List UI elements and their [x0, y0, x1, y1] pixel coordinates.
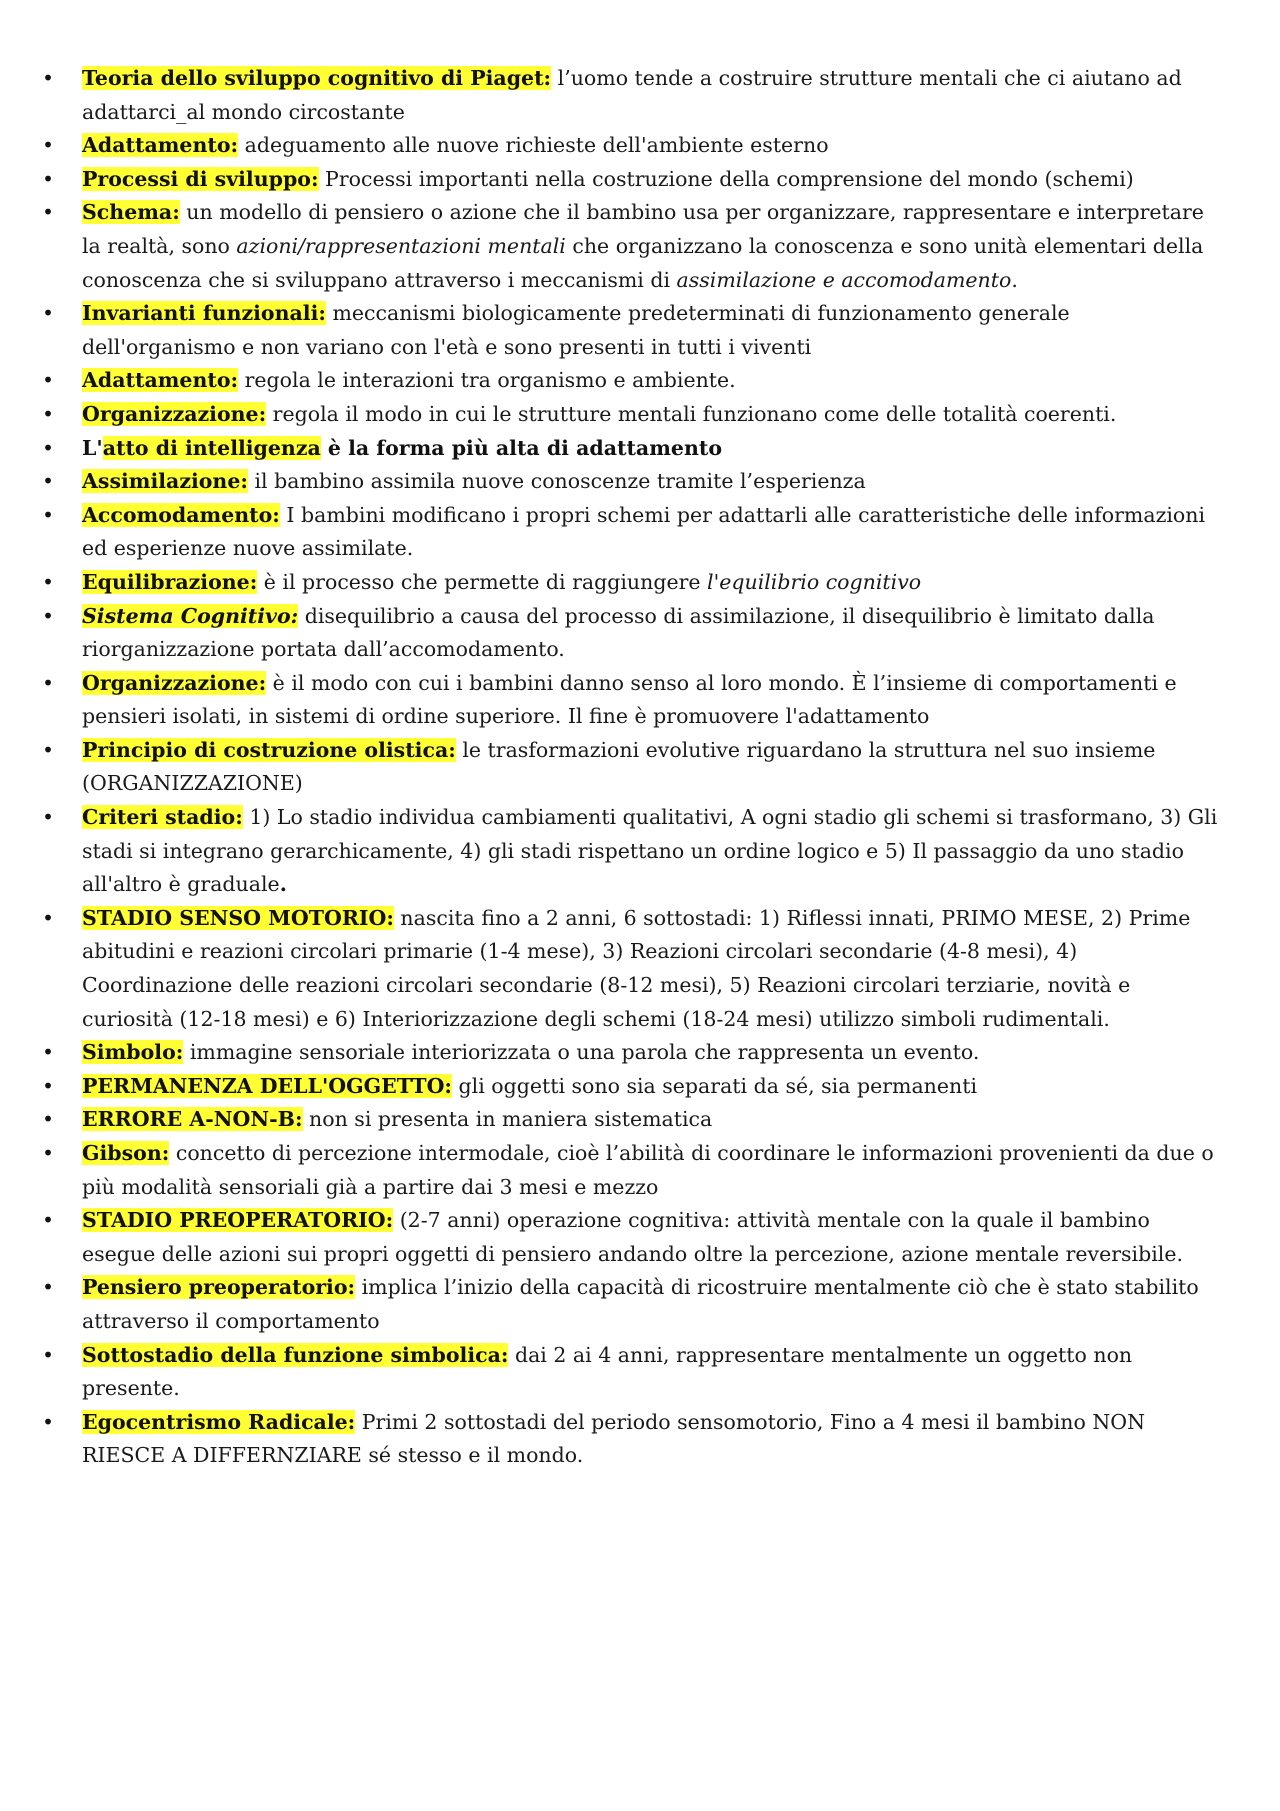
bullet-icon: • [42, 66, 54, 90]
term-highlight: Sistema Cognitivo: [82, 603, 299, 628]
bullet-icon: • [42, 469, 54, 494]
term-highlight: Schema: [82, 200, 180, 225]
list-item [42, 398, 1222, 432]
bullet-icon: • [42, 1409, 54, 1434]
bullet-icon: • [42, 200, 54, 225]
item-description: Processi importanti nella costruzione della comprensione del mondo (schemi) [318, 166, 1134, 191]
term-highlight: Organizzazione: [82, 401, 267, 426]
list-item [42, 1204, 1222, 1271]
list-item [42, 432, 1222, 466]
item-description: Primi 2 sottostadi del periodo sensomotorio, Fino a 4 mesi il bambino NON RIESCE A DIFFERNZIARE sé stesso e il mondo. [82, 1409, 1146, 1468]
list-item [42, 465, 1222, 499]
item-description: regola il modo in cui le strutture mentali funzionano come delle totalità coerenti. [266, 401, 1117, 426]
bullet-icon: • [42, 805, 54, 830]
list-item [42, 129, 1222, 163]
list-item [42, 902, 1222, 1036]
term-highlight: Gibson: [82, 1141, 170, 1165]
list-item [42, 1339, 1222, 1406]
item-description: un modello di pensiero o azione che il bambino usa per organizzare, rappresentare e interpretare la realtà, sono azioni/rappresentazioni mentali che organizzano la conoscenza e sono unità elementari della conoscenza che si sviluppano attraverso i meccanismi di assimilazione e accomodamento. [82, 200, 1204, 292]
list-item [42, 297, 1222, 364]
bullet-icon: • [42, 301, 54, 326]
list-item [42, 163, 1222, 197]
term-highlight: STADIO PREOPERATORIO: [82, 1208, 394, 1233]
bullet-icon: • [42, 670, 54, 695]
bullet-icon: • [42, 737, 54, 762]
bullet-icon: • [42, 435, 54, 460]
term-highlight: ERRORE A-NON-B: [82, 1107, 303, 1132]
item-description: è la forma più alta di adattamento [320, 435, 722, 460]
item-description: regola le interazioni tra organismo e ambiente. [238, 368, 736, 393]
list-item [42, 566, 1222, 600]
item-description: adeguamento alle nuove richieste dell'ambiente esterno [238, 133, 829, 158]
item-description: disequilibrio a causa del processo di assimilazione, il disequilibrio è limitato dalla riorganizzazione portata dall’accomodamento. [82, 603, 1155, 662]
item-description: implica l’inizio della capacità di ricostruire mentalmente ciò che è stato stabilito attraverso il comportamento [82, 1275, 1199, 1333]
term-highlight: Simbolo: [82, 1040, 184, 1065]
bullet-icon: • [42, 1141, 54, 1165]
bullet-icon: • [42, 1342, 54, 1367]
item-description: 1) Lo stadio individua cambiamenti qualitativi, A ogni stadio gli schemi si trasformano, 3) Gli stadi si integrano gerarchicamente, 4) gli stadi rispettano un ordine logico e 5) Il passaggio da uno stadio all'altro è graduale. [82, 805, 1218, 897]
list-item [42, 1070, 1222, 1104]
term-highlight: PERMANENZA DELL'OGGETTO: [82, 1073, 452, 1098]
item-description: le trasformazioni evolutive riguardano la struttura nel suo insieme (ORGANIZZAZIONE) [82, 737, 1156, 796]
notes-list [42, 62, 1222, 1473]
list-item [42, 499, 1222, 566]
bullet-icon: • [42, 401, 54, 426]
list-item [42, 1103, 1222, 1137]
term-prefix: L' [82, 435, 103, 460]
bullet-icon: • [42, 368, 54, 393]
term-highlight: Accomodamento: [82, 502, 280, 527]
term-highlight: Adattamento: [82, 368, 239, 393]
item-description: nascita fino a 2 anni, 6 sottostadi: 1) Riflessi innati, PRIMO MESE, 2) Prime abitudini e reazioni circolari primarie (1-4 mese), 3) Reazioni circolari secondarie (4-8 mesi), 4) Coordinazione delle reazioni circolari secondarie (8-12 mesi), 5) Reazioni circolari terziarie, novità e curiosità (12-18 mesi) e 6) Interiorizzazione degli schemi (18-24 mesi) utilizzo simboli rudimentali. [82, 905, 1191, 1031]
bullet-icon: • [42, 1208, 54, 1233]
item-description: gli oggetti sono sia separati da sé, sia permanenti [452, 1073, 978, 1098]
list-item [42, 196, 1222, 297]
term-highlight: Principio di costruzione olistica: [82, 737, 456, 762]
item-description: meccanismi biologicamente predeterminati di funzionamento generale dell'organismo e non variano con l'età e sono presenti in tutti i viventi [82, 301, 1070, 359]
item-description: dai 2 ai 4 anni, rappresentare mentalmente un oggetto non presente. [82, 1342, 1133, 1401]
list-item [42, 1406, 1222, 1473]
list-item [42, 801, 1222, 902]
item-description: è il processo che permette di raggiungere l'equilibrio cognitivo [257, 569, 922, 594]
term-highlight: Organizzazione: [82, 670, 267, 695]
bullet-icon: • [42, 1040, 54, 1065]
bullet-icon: • [42, 133, 54, 158]
term-highlight: Invarianti funzionali: [82, 301, 326, 326]
bullet-icon: • [42, 1275, 54, 1300]
term-highlight: Sottostadio della funzione simbolica: [82, 1342, 509, 1367]
list-item [42, 62, 1222, 129]
term-highlight: Processi di sviluppo: [82, 166, 319, 191]
item-description: il bambino assimila nuove conoscenze tramite l’esperienza [247, 469, 866, 494]
term-highlight: STADIO SENSO MOTORIO: [82, 905, 394, 930]
list-item [42, 364, 1222, 398]
term-highlight: Egocentrismo Radicale: [82, 1409, 356, 1434]
bullet-icon: • [42, 1107, 54, 1132]
item-description: non si presenta in maniera sistematica [302, 1107, 713, 1132]
item-description: (2-7 anni) operazione cognitiva: attività mentale con la quale il bambino esegue delle azioni sui propri oggetti di pensiero andando oltre la percezione, azione mentale reversibile. [82, 1208, 1183, 1266]
bullet-icon: • [42, 1073, 54, 1098]
list-item [42, 1036, 1222, 1070]
list-item [42, 1137, 1222, 1204]
bullet-icon: • [42, 905, 54, 930]
term-highlight: Adattamento: [82, 133, 239, 158]
list-item [42, 600, 1222, 667]
item-description: immagine sensoriale interiorizzata o una parola che rappresenta un evento. [183, 1040, 980, 1065]
list-item [42, 667, 1222, 734]
item-description: concetto di percezione intermodale, cioè l’abilità di coordinare le informazioni provenienti da due o più modalità sensoriali già a partire dai 3 mesi e mezzo [82, 1141, 1214, 1199]
term-highlight: Equilibrazione: [82, 569, 258, 594]
item-description: I bambini modificano i propri schemi per adattarli alle caratteristiche delle informazioni ed esperienze nuove assimilate. [82, 502, 1206, 561]
term-highlight: atto di intelligenza [102, 435, 321, 460]
item-description: l’uomo tende a costruire strutture mentali che ci aiutano ad adattarci_al mondo circostante [82, 66, 1182, 124]
list-item [42, 734, 1222, 801]
term-highlight: Teoria dello sviluppo cognitivo di Piaget: [82, 66, 552, 90]
bullet-icon: • [42, 569, 54, 594]
term-highlight: Pensiero preoperatorio: [82, 1275, 356, 1300]
bullet-icon: • [42, 603, 54, 628]
term-highlight: Criteri stadio: [82, 805, 243, 830]
bullet-icon: • [42, 166, 54, 191]
term-highlight: Assimilazione: [82, 469, 248, 494]
item-description: è il modo con cui i bambini danno senso al loro mondo. È l’insieme di comportamenti e pensieri isolati, in sistemi di ordine superiore. Il fine è promuovere l'adattamento [82, 670, 1177, 729]
list-item [42, 1271, 1222, 1338]
bullet-icon: • [42, 502, 54, 527]
